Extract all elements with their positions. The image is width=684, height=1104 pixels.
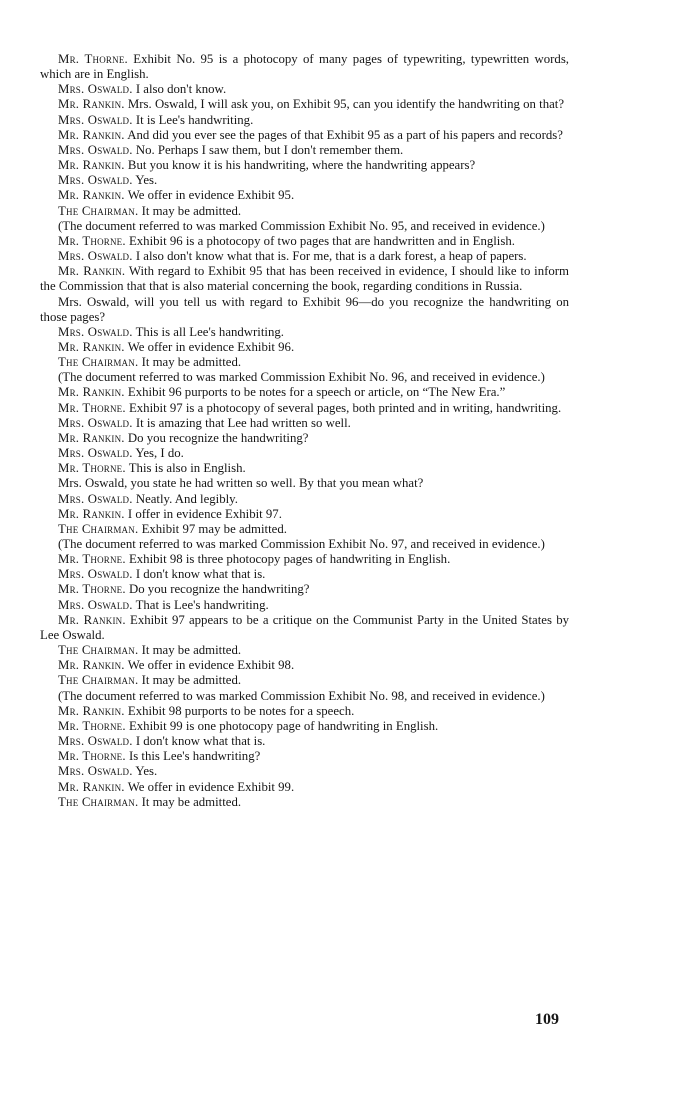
speaker-name: Mrs. Oswald. — [58, 491, 133, 506]
speech-text: Exhibit 97 appears to be a critique on the Communist Party in the United States by Lee Oswald. — [40, 612, 569, 642]
transcript-paragraph — [40, 719, 569, 734]
speech-text: We offer in evidence Exhibit 95. — [127, 188, 295, 203]
transcript-paragraph — [40, 249, 569, 264]
transcript-paragraph — [40, 461, 569, 476]
speech-text: I also don't know. — [135, 82, 227, 97]
speech-text: Mrs. Oswald, I will ask you, on Exhibit 95, can you identify the handwriting on that? — [127, 97, 565, 112]
transcript-paragraph — [40, 82, 569, 97]
speaker-name: Mr. Rankin. — [58, 703, 125, 718]
speaker-name: Mr. Thorne. — [58, 552, 126, 567]
speaker-name: Mr. Rankin. — [58, 127, 125, 142]
speaker-name: Mr. Thorne. — [58, 400, 126, 415]
transcript-paragraph — [40, 795, 569, 810]
speaker-name: Mrs. Oswald. — [58, 446, 133, 461]
speaker-name: Mrs. Oswald. — [58, 173, 133, 188]
speaker-name: Mr. Thorne. — [58, 718, 126, 733]
speaker-name: The Chairman. — [58, 643, 139, 658]
speaker-name: Mrs. Oswald. — [58, 82, 133, 97]
speaker-name: Mr. Rankin. — [58, 779, 125, 794]
speaker-name: Mrs. Oswald. — [58, 734, 133, 749]
speech-text: It may be admitted. — [141, 203, 242, 218]
speaker-name: Mr. Thorne. — [58, 582, 126, 597]
speaker-name: Mr. Rankin. — [58, 339, 125, 354]
speech-text: I also don't know what that is. For me, that is a dark forest, a heap of papers. — [135, 249, 527, 264]
speech-text: Exhibit 96 is a photocopy of two pages that are handwritten and in English. — [128, 233, 515, 248]
transcript-paragraph — [40, 704, 569, 719]
speaker-name: Mr. Rankin. — [58, 385, 125, 400]
transcript-paragraph — [40, 264, 569, 294]
speaker-name: Mr. Thorne. — [58, 461, 126, 476]
transcript-paragraph — [40, 476, 569, 491]
speech-text: Exhibit No. 95 is a photocopy of many pages of typewriting, typewritten words, which are in English. — [40, 52, 569, 82]
speech-text: Do you recognize the handwriting? — [128, 582, 310, 597]
transcript-paragraph — [40, 416, 569, 431]
transcript-paragraph — [40, 97, 569, 112]
transcript-paragraph — [40, 492, 569, 507]
speaker-name: Mrs. Oswald. — [58, 597, 133, 612]
transcript-paragraph — [40, 446, 569, 461]
speech-text: Yes. — [135, 764, 158, 779]
speaker-name: Mr. Rankin. — [58, 188, 125, 203]
speaker-name: The Chairman. — [58, 673, 139, 688]
speech-text: Exhibit 99 is one photocopy page of handwriting in English. — [128, 718, 439, 733]
speech-text: But you know it is his handwriting, where the handwriting appears? — [127, 158, 476, 173]
speech-text: It may be admitted. — [141, 643, 242, 658]
speech-text: I don't know what that is. — [135, 734, 266, 749]
speech-text: Yes. — [135, 173, 158, 188]
transcript-paragraph — [40, 749, 569, 764]
speech-text: It may be admitted. — [141, 673, 242, 688]
transcript-paragraph — [40, 780, 569, 795]
transcript-paragraph — [40, 401, 569, 416]
transcript-body — [40, 52, 569, 810]
speaker-name: Mrs. Oswald. — [58, 324, 133, 339]
speaker-name: The Chairman. — [58, 355, 139, 370]
speaker-name: Mr. Thorne. — [58, 52, 128, 66]
speech-text: Neatly. And legibly. — [135, 491, 238, 506]
speech-text: Is this Lee's handwriting? — [128, 749, 261, 764]
transcript-paragraph — [40, 582, 569, 597]
transcript-paragraph — [40, 385, 569, 400]
transcript-paragraph — [40, 598, 569, 613]
transcript-paragraph — [40, 552, 569, 567]
speaker-name: The Chairman. — [58, 794, 139, 809]
speech-text: And did you ever see the pages of that Exhibit 95 as a part of his papers and records? — [127, 127, 563, 142]
transcript-paragraph — [40, 158, 569, 173]
speech-text: I don't know what that is. — [135, 567, 266, 582]
transcript-paragraph — [40, 689, 569, 704]
speaker-name: Mr. Rankin. — [58, 158, 125, 173]
speech-text: (The document referred to was marked Commission Exhibit No. 97, and received in evidence.) — [58, 537, 545, 551]
transcript-paragraph — [40, 567, 569, 582]
speaker-name: Mr. Rankin. — [58, 658, 125, 673]
transcript-paragraph — [40, 128, 569, 143]
speech-text: It may be admitted. — [141, 794, 242, 809]
speech-text: (The document referred to was marked Commission Exhibit No. 98, and received in evidence.) — [58, 688, 545, 703]
speaker-name: Mr. Rankin. — [58, 612, 126, 627]
speech-text: It may be admitted. — [141, 355, 242, 370]
transcript-paragraph — [40, 173, 569, 188]
speech-text: Exhibit 96 purports to be notes for a speech or article, on “The New Era.” — [127, 385, 506, 400]
speaker-name: Mr. Rankin. — [58, 506, 125, 521]
transcript-paragraph — [40, 673, 569, 688]
speech-text: We offer in evidence Exhibit 98. — [127, 658, 295, 673]
speech-text: We offer in evidence Exhibit 99. — [127, 779, 295, 794]
speaker-name: Mrs. Oswald. — [58, 142, 133, 157]
transcript-paragraph — [40, 355, 569, 370]
transcript-paragraph — [40, 613, 569, 643]
speech-text: Mrs. Oswald, you state he had written so well. By that you mean what? — [58, 476, 424, 491]
transcript-paragraph — [40, 522, 569, 537]
speaker-name: Mrs. Oswald. — [58, 415, 133, 430]
transcript-paragraph — [40, 764, 569, 779]
speaker-name: Mr. Rankin. — [58, 430, 125, 445]
speech-text: (The document referred to was marked Commission Exhibit No. 96, and received in evidence.) — [58, 370, 545, 385]
speech-text: That is Lee's handwriting. — [135, 597, 269, 612]
transcript-paragraph — [40, 340, 569, 355]
speech-text: We offer in evidence Exhibit 96. — [127, 339, 295, 354]
speech-text: This is all Lee's handwriting. — [135, 324, 284, 339]
speaker-name: Mrs. Oswald. — [58, 112, 133, 127]
transcript-paragraph — [40, 325, 569, 340]
speech-text: This is also in English. — [128, 461, 246, 476]
speech-text: Do you recognize the handwriting? — [127, 430, 309, 445]
speech-text: Exhibit 97 may be admitted. — [141, 521, 287, 536]
speaker-name: Mr. Rankin. — [58, 264, 126, 279]
speech-text: Exhibit 98 purports to be notes for a speech. — [127, 703, 355, 718]
speech-text: (The document referred to was marked Commission Exhibit No. 95, and received in evidence.) — [58, 218, 545, 233]
transcript-paragraph — [40, 507, 569, 522]
speaker-name: Mrs. Oswald. — [58, 567, 133, 582]
speaker-name: Mr. Rankin. — [58, 97, 125, 112]
speech-text: With regard to Exhibit 95 that has been received in evidence, I should like to inform the Commission that that is also material concerning the book, regarding conditions in Russia. — [40, 264, 569, 294]
speech-text: No. Perhaps I saw them, but I don't remember them. — [135, 142, 404, 157]
transcript-paragraph — [40, 143, 569, 158]
transcript-paragraph — [40, 204, 569, 219]
transcript-paragraph — [40, 537, 569, 552]
transcript-paragraph — [40, 52, 569, 82]
speech-text: Mrs. Oswald, will you tell us with regard to Exhibit 96—do you recognize the handwriting on those pages? — [40, 294, 569, 324]
speaker-name: Mrs. Oswald. — [58, 764, 133, 779]
speaker-name: The Chairman. — [58, 521, 139, 536]
speaker-name: Mr. Thorne. — [58, 233, 126, 248]
transcript-paragraph — [40, 431, 569, 446]
speaker-name: The Chairman. — [58, 203, 139, 218]
speaker-name: Mr. Thorne. — [58, 749, 126, 764]
speaker-name: Mrs. Oswald. — [58, 249, 133, 264]
speech-text: Exhibit 98 is three photocopy pages of handwriting in English. — [128, 552, 451, 567]
speech-text: It is amazing that Lee had written so well. — [135, 415, 351, 430]
transcript-paragraph — [40, 295, 569, 325]
transcript-paragraph — [40, 658, 569, 673]
speech-text: It is Lee's handwriting. — [135, 112, 254, 127]
transcript-paragraph — [40, 234, 569, 249]
speech-text: I offer in evidence Exhibit 97. — [127, 506, 282, 521]
page-number: 109 — [535, 1011, 559, 1028]
speech-text: Exhibit 97 is a photocopy of several pages, both printed and in writing, handwriting. — [128, 400, 562, 415]
transcript-paragraph — [40, 370, 569, 385]
transcript-paragraph — [40, 219, 569, 234]
transcript-paragraph — [40, 113, 569, 128]
transcript-paragraph — [40, 643, 569, 658]
transcript-paragraph — [40, 734, 569, 749]
transcript-paragraph — [40, 188, 569, 203]
speech-text: Yes, I do. — [135, 446, 184, 461]
